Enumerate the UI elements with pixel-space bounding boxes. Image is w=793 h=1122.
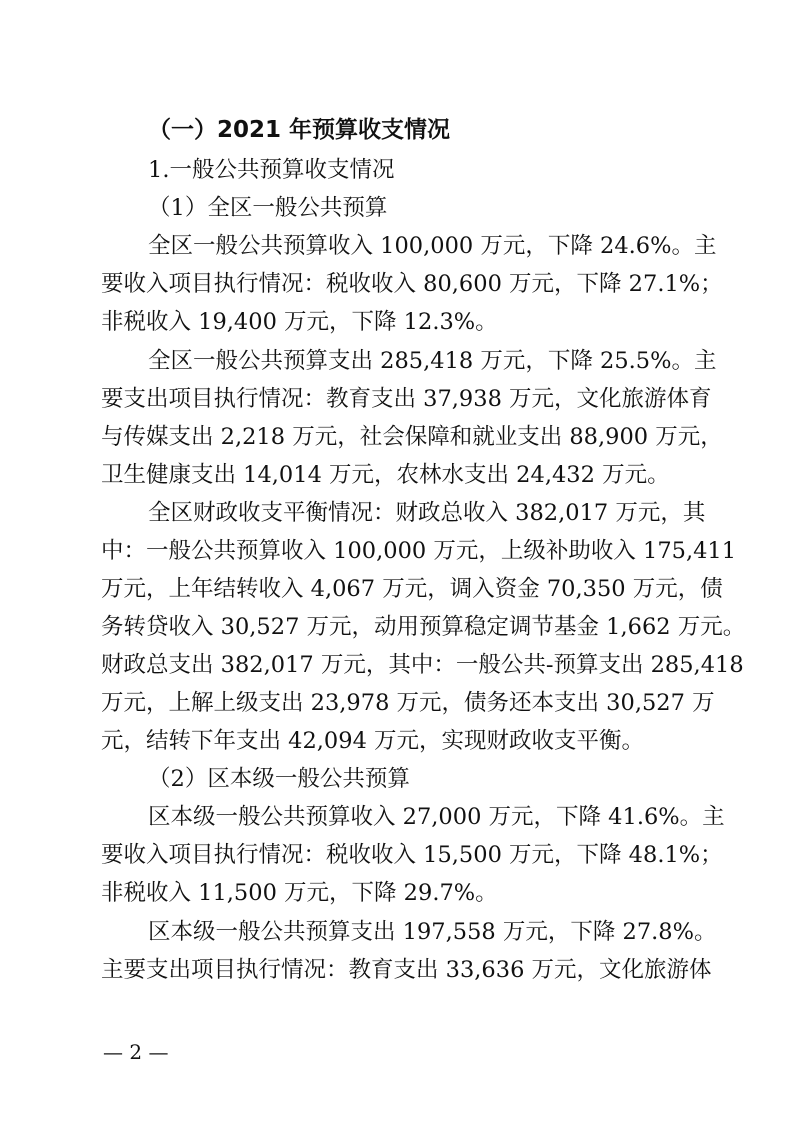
section-heading: （一）2021 年预算收支情况 <box>148 117 451 143</box>
paragraph-line: 元，结转下年支出 42,094 万元，实现财政收支平衡。 <box>101 728 645 754</box>
paragraph-line: 与传媒支出 2,218 万元，社会保障和就业支出 88,900 万元， <box>101 424 723 450</box>
paragraph-line: 区本级一般公共预算支出 197,558 万元，下降 27.8%。 <box>148 919 717 945</box>
paragraph-line: 万元，上年结转收入 4,067 万元，调入资金 70,350 万元，债 <box>101 576 723 602</box>
paragraph-line: 财政总支出 382,017 万元，其中：一般公共-预算支出 285,418 <box>101 652 744 678</box>
subsubsection-title: （2）区本级一般公共预算 <box>148 766 410 792</box>
paragraph-line: 务转贷收入 30,527 万元，动用预算稳定调节基金 1,662 万元。 <box>101 614 746 640</box>
paragraph-line: 非税收入 11,500 万元，下降 29.7%。 <box>101 880 498 906</box>
subsection-title: 1.一般公共预算收支情况 <box>148 157 395 183</box>
paragraph-line: 要支出项目执行情况：教育支出 37,938 万元，文化旅游体育 <box>101 386 712 412</box>
paragraph-line: 要收入项目执行情况：税收收入 80,600 万元，下降 27.1%； <box>101 271 723 297</box>
paragraph-line: 中：一般公共预算收入 100,000 万元，上级补助收入 175,411 <box>101 538 737 564</box>
paragraph-line: 区本级一般公共预算收入 27,000 万元，下降 41.6%。主 <box>148 804 725 830</box>
paragraph-line: 全区财政收支平衡情况：财政总收入 382,017 万元，其 <box>148 500 706 526</box>
paragraph-line: 卫生健康支出 14,014 万元，农林水支出 24,432 万元。 <box>101 462 670 488</box>
paragraph-line: 主要支出项目执行情况：教育支出 33,636 万元，文化旅游体 <box>101 957 712 983</box>
paragraph-line: 要收入项目执行情况：税收收入 15,500 万元，下降 48.1%； <box>101 842 723 868</box>
paragraph-line: 万元，上解上级支出 23,978 万元，债务还本支出 30,527 万 <box>101 690 715 716</box>
page-number: — 2 — <box>103 1040 169 1064</box>
paragraph-line: 全区一般公共预算收入 100,000 万元，下降 24.6%。主 <box>148 233 717 259</box>
paragraph-line: 全区一般公共预算支出 285,418 万元，下降 25.5%。主 <box>148 348 717 374</box>
subsubsection-title: （1）全区一般公共预算 <box>148 195 388 221</box>
paragraph-line: 非税收入 19,400 万元，下降 12.3%。 <box>101 309 498 335</box>
